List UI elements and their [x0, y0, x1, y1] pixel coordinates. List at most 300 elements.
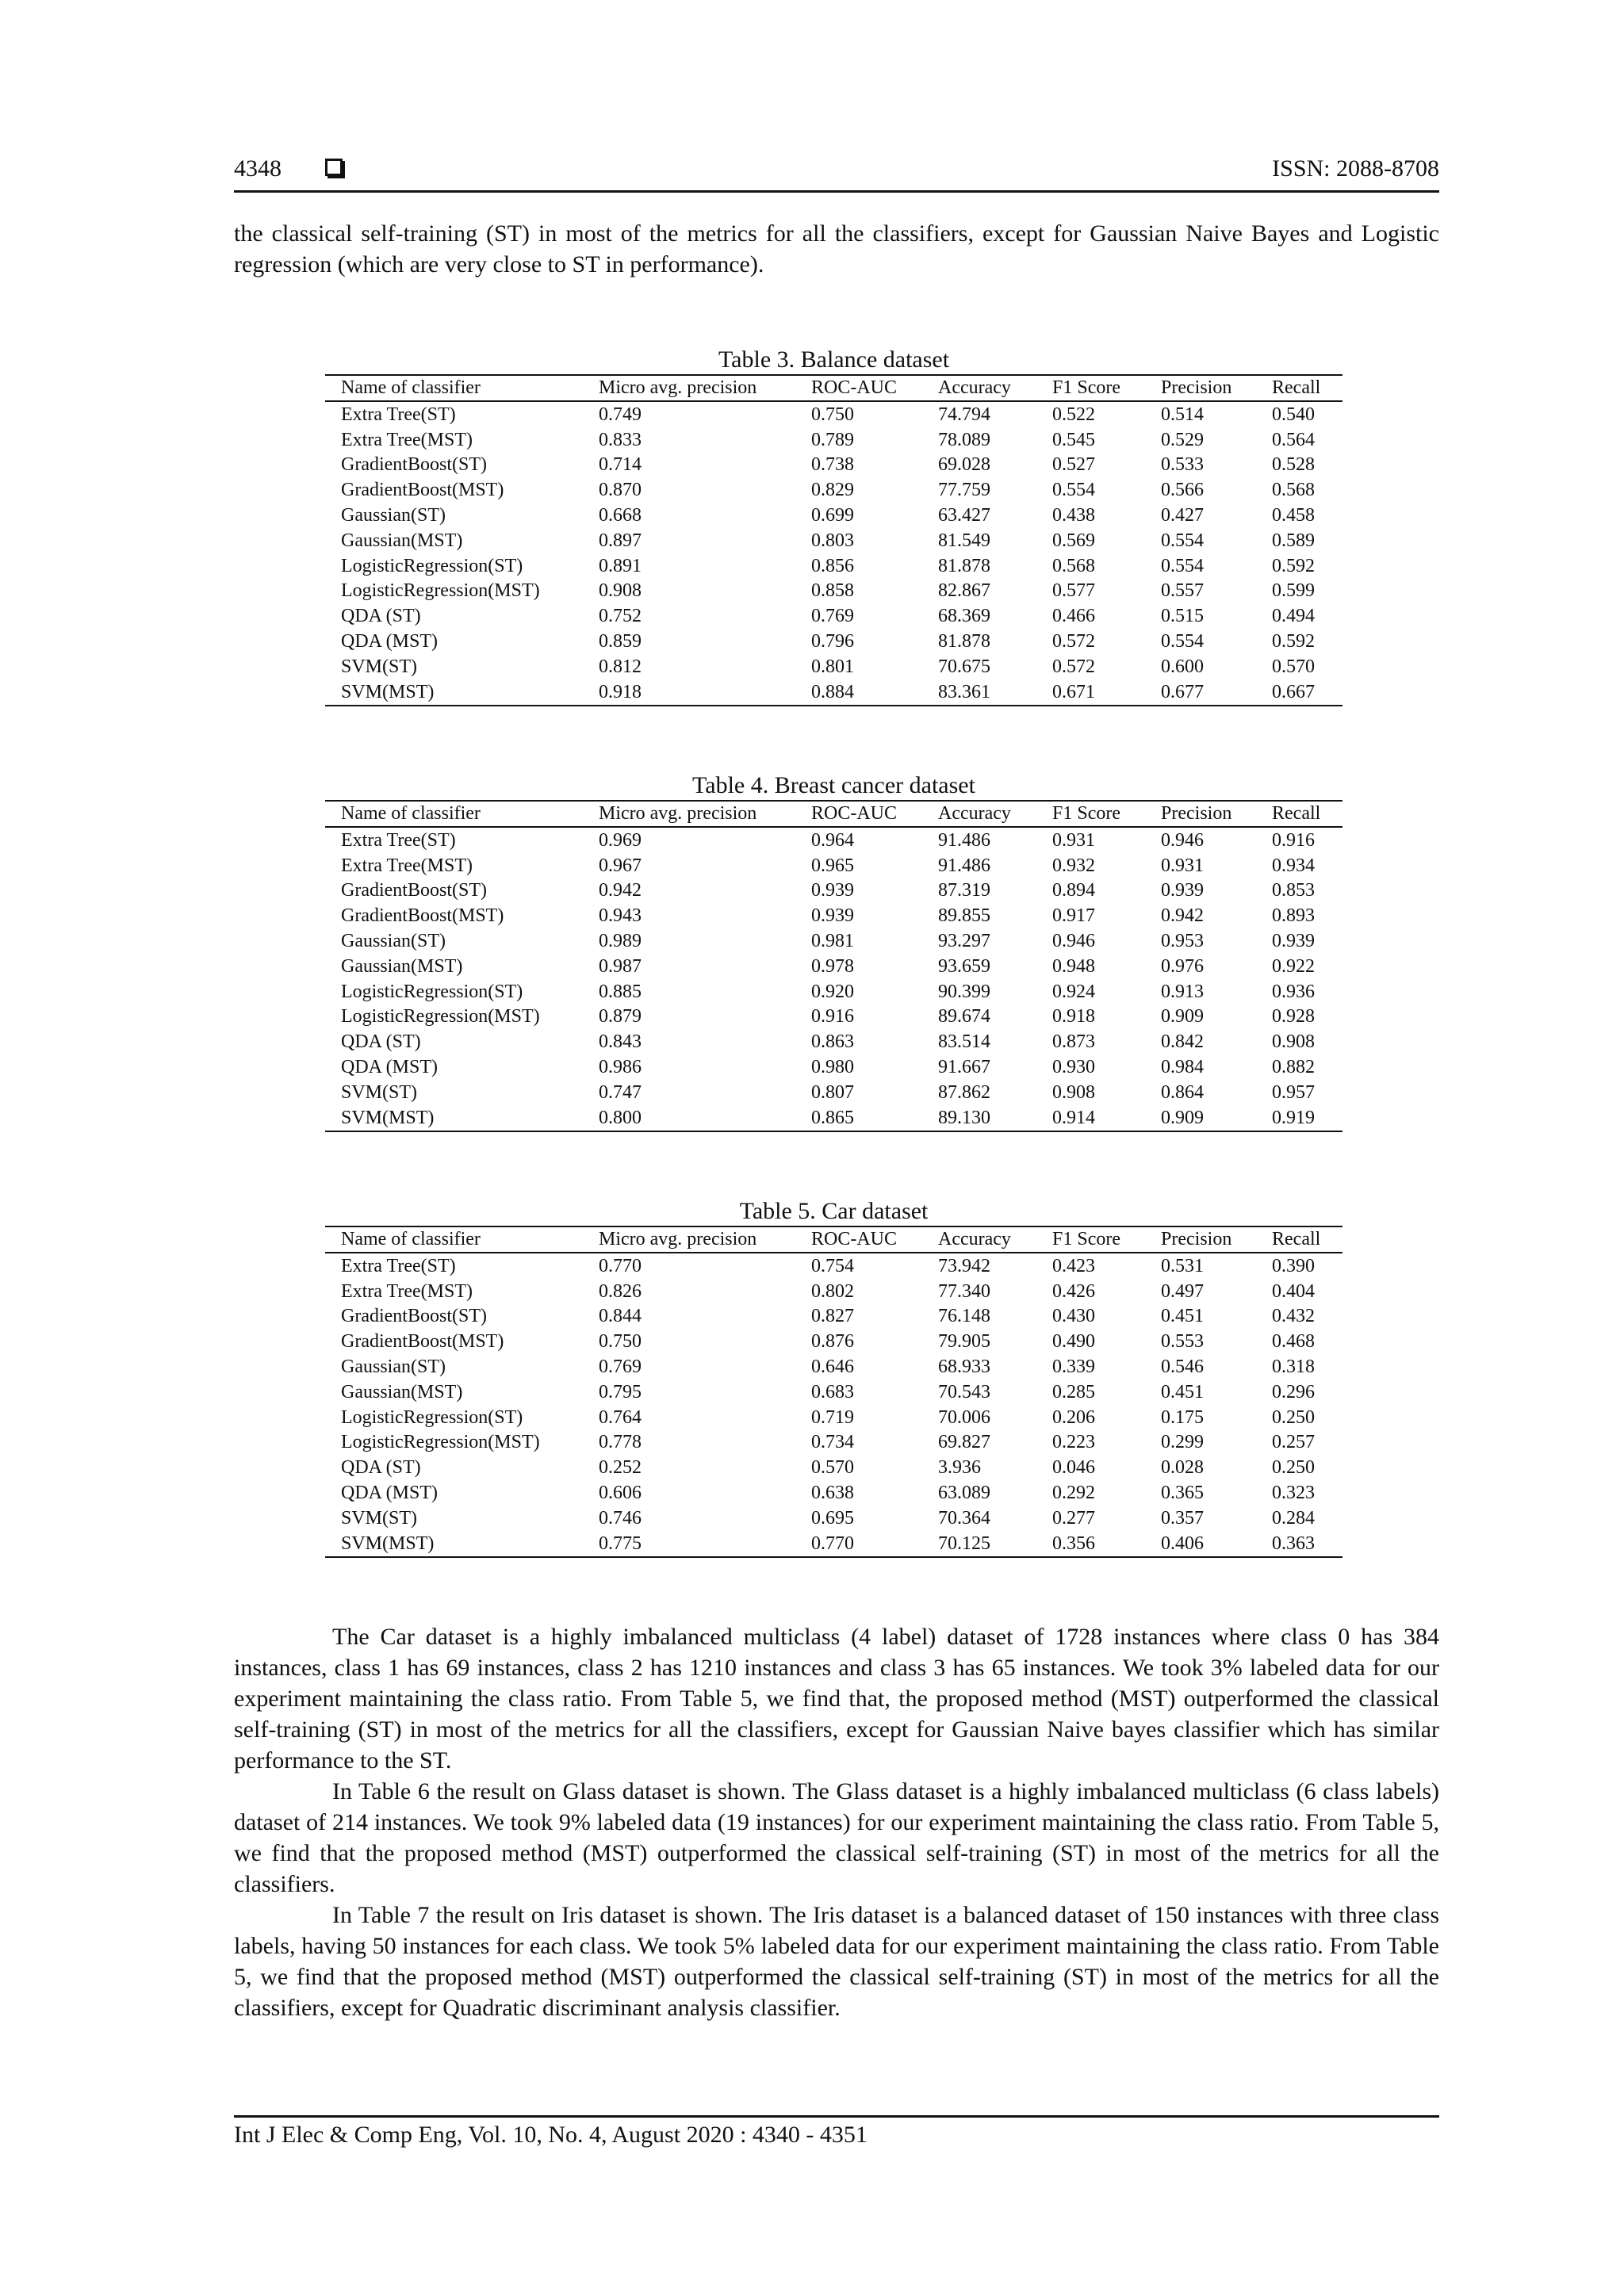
metric-cell: 0.864: [1161, 1081, 1204, 1103]
table-row: [325, 1329, 1342, 1354]
metric-cell: 0.876: [811, 1331, 854, 1353]
metric-cell: 0.908: [599, 580, 642, 602]
metric-cell: 0.750: [811, 404, 854, 425]
metric-cell: 0.695: [811, 1507, 854, 1529]
metric-cell: 0.764: [599, 1406, 642, 1428]
metric-cell: 0.554: [1161, 631, 1204, 652]
metric-cell: 0.028: [1161, 1457, 1204, 1479]
column-header: Recall: [1256, 375, 1342, 401]
metric-cell: 0.976: [1161, 955, 1204, 977]
metric-cell: 0.939: [1272, 931, 1315, 952]
classifier-name-cell: LogisticRegression(ST): [341, 981, 523, 1002]
metric-cell: 0.939: [811, 905, 854, 927]
table-row: [325, 954, 1342, 979]
metric-cell: 74.794: [938, 404, 990, 425]
metric-cell: 0.917: [1052, 905, 1095, 927]
table-row: [325, 1354, 1342, 1380]
classifier-name-cell: GradientBoost(ST): [341, 454, 487, 476]
metric-cell: 0.572: [1052, 631, 1095, 652]
metric-cell: 0.856: [811, 555, 854, 576]
metric-cell: 0.984: [1161, 1057, 1204, 1078]
table-row: [325, 1054, 1342, 1080]
metric-cell: 0.466: [1052, 606, 1095, 627]
metric-cell: 0.564: [1272, 429, 1315, 450]
classifier-name-cell: Extra Tree(ST): [341, 829, 456, 851]
metric-cell: 0.897: [599, 530, 642, 551]
metric-cell: 0.667: [1256, 679, 1342, 706]
metric-cell: 0.494: [1272, 606, 1315, 627]
classifier-name-cell: GradientBoost(MST): [341, 905, 504, 927]
metric-cell: 0.909: [1145, 1105, 1256, 1131]
column-header: ROC-AUC: [795, 1226, 922, 1253]
metric-cell: 0.533: [1161, 454, 1204, 476]
metric-cell: 0.826: [599, 1280, 642, 1302]
metric-cell: 0.427: [1161, 505, 1204, 526]
metric-cell: 0.738: [811, 454, 854, 476]
metric-cell: 0.432: [1272, 1306, 1315, 1327]
metric-cell: 0.566: [1161, 480, 1204, 501]
metric-cell: 89.130: [922, 1105, 1036, 1131]
metric-cell: 0.802: [811, 1280, 854, 1302]
metric-cell: 0.965: [811, 855, 854, 876]
classifier-name-cell: Extra Tree(MST): [341, 855, 473, 876]
table-row: [325, 477, 1342, 503]
column-header: ROC-AUC: [795, 801, 922, 827]
metric-cell: 0.812: [599, 656, 642, 677]
metric-cell: 0.931: [1052, 829, 1095, 851]
classifier-name-cell: GradientBoost(MST): [341, 1331, 504, 1353]
metric-cell: 0.545: [1052, 429, 1095, 450]
metric-cell: 83.514: [938, 1031, 990, 1053]
metric-cell: 0.942: [599, 880, 642, 901]
metric-cell: 0.885: [599, 981, 642, 1002]
header-rule: [234, 190, 1439, 193]
body-paragraph-car: The Car dataset is a highly imbalanced multiclass (4 label) dataset of 1728 instances where class 0 has 384 instances, class 1 has 69 instances, class 2 has 1210 instances and class 3 has 65 instances. We took 3% labeled data for our experiment maintaining the class ratio. From Table 5, we find that, the proposed method (MST) outperformed the classical self-training (ST) in most of the metrics for all the classifiers, except for Gaussian Naive bayes classifier which has similar performance to the ST.: [234, 1624, 1439, 1774]
metric-cell: 0.572: [1052, 656, 1095, 677]
metric-cell: 0.934: [1272, 855, 1315, 876]
metric-cell: 0.277: [1052, 1507, 1095, 1529]
classifier-name-cell: Gaussian(ST): [341, 505, 446, 526]
column-header: F1 Score: [1036, 1226, 1145, 1253]
metric-cell: 0.646: [811, 1357, 854, 1378]
column-header: Precision: [1145, 1226, 1256, 1253]
table-row: [325, 453, 1342, 478]
metric-cell: 0.920: [811, 981, 854, 1002]
table-row: [325, 1029, 1342, 1054]
metric-cell: 0.863: [811, 1031, 854, 1053]
table-row: [325, 1253, 1342, 1279]
metric-cell: 0.908: [1272, 1031, 1315, 1053]
classifier-name-cell: SVM(ST): [341, 656, 418, 677]
table-row: [325, 903, 1342, 928]
metric-cell: 0.589: [1272, 530, 1315, 551]
table-row: [325, 1430, 1342, 1456]
classifier-name-cell: Gaussian(MST): [341, 1381, 463, 1402]
table-header-row: [325, 1226, 1342, 1253]
column-header: Micro avg. precision: [583, 375, 795, 401]
table-row: [325, 679, 1342, 706]
metric-cell: 0.770: [795, 1531, 922, 1557]
metric-cell: 89.674: [938, 1006, 990, 1027]
metric-cell: 0.893: [1272, 905, 1315, 927]
metric-cell: 0.527: [1052, 454, 1095, 476]
table-caption: Table 5. Car dataset: [739, 1198, 929, 1224]
metric-cell: 0.891: [599, 555, 642, 576]
metric-cell: 0.356: [1036, 1531, 1145, 1557]
column-header: Accuracy: [922, 375, 1036, 401]
body-paragraph-glass: In Table 6 the result on Glass dataset is shown. The Glass dataset is a highly imbalanced multiclass (6 class labels) dataset of 214 instances. We took 9% labeled data (19 instances) for our experiment maintaining the class ratio. From Table 5, we find that the proposed method (MST) outperformed the classical self-training (ST) in most of the metrics for all the classifiers.: [234, 1778, 1439, 1897]
metric-cell: 0.554: [1161, 555, 1204, 576]
metric-cell: 0.683: [811, 1381, 854, 1402]
metric-cell: 0.554: [1161, 530, 1204, 551]
classifier-name-cell: SVM(ST): [341, 1507, 418, 1529]
metric-cell: 0.769: [811, 606, 854, 627]
column-header: Name of classifier: [325, 801, 583, 827]
metric-cell: 0.749: [599, 404, 642, 425]
metric-cell: 0.803: [811, 530, 854, 551]
metric-cell: 70.543: [938, 1381, 990, 1402]
metric-cell: 0.390: [1272, 1255, 1315, 1276]
metric-cell: 0.299: [1161, 1432, 1204, 1453]
metric-cell: 0.924: [1052, 981, 1095, 1002]
classifier-name-cell: Gaussian(ST): [341, 931, 446, 952]
metric-cell: 0.800: [583, 1105, 795, 1131]
table-row: [325, 503, 1342, 528]
column-header: Accuracy: [922, 801, 1036, 827]
metric-cell: 0.638: [811, 1483, 854, 1504]
metric-cell: 0.844: [599, 1306, 642, 1327]
column-header: ROC-AUC: [795, 375, 922, 401]
metric-cell: 0.842: [1161, 1031, 1204, 1053]
metric-cell: 0.796: [811, 631, 854, 652]
metric-cell: 0.769: [599, 1357, 642, 1378]
metric-cell: 69.028: [938, 454, 990, 476]
metric-cell: 0.789: [811, 429, 854, 450]
metric-cell: 0.046: [1052, 1457, 1095, 1479]
metric-cell: 0.175: [1161, 1406, 1204, 1428]
table-row: [325, 979, 1342, 1004]
metric-cell: 76.148: [938, 1306, 990, 1327]
classifier-name-cell: LogisticRegression(ST): [341, 1406, 523, 1428]
metric-cell: 0.858: [811, 580, 854, 602]
metric-cell: 0.870: [599, 480, 642, 501]
classifier-name-cell: LogisticRegression(MST): [341, 1006, 540, 1027]
metric-cell: 0.357: [1161, 1507, 1204, 1529]
metric-cell: 0.406: [1145, 1531, 1256, 1557]
table-row: [325, 1080, 1342, 1105]
metric-cell: 0.754: [811, 1255, 854, 1276]
metric-cell: 0.943: [599, 905, 642, 927]
metric-cell: 0.946: [1161, 829, 1204, 851]
metric-cell: 0.801: [811, 656, 854, 677]
metric-cell: 0.928: [1272, 1006, 1315, 1027]
metric-cell: 0.206: [1052, 1406, 1095, 1428]
metric-cell: 82.867: [938, 580, 990, 602]
metric-cell: 0.296: [1272, 1381, 1315, 1402]
metric-cell: 69.827: [938, 1432, 990, 1453]
metric-cell: 0.497: [1161, 1280, 1204, 1302]
metric-cell: 0.570: [811, 1457, 854, 1479]
metric-cell: 0.946: [1052, 931, 1095, 952]
metric-cell: 0.746: [599, 1507, 642, 1529]
metric-cell: 0.285: [1052, 1381, 1095, 1402]
metric-cell: 0.989: [599, 931, 642, 952]
metric-cell: 0.916: [811, 1006, 854, 1027]
classifier-name-cell: SVM(MST): [325, 679, 583, 706]
metric-cell: 70.125: [922, 1531, 1036, 1557]
metric-cell: 0.438: [1052, 505, 1095, 526]
metric-cell: 0.936: [1272, 981, 1315, 1002]
column-header: Name of classifier: [325, 375, 583, 401]
table-row: [325, 1279, 1342, 1304]
results-table: [325, 1226, 1342, 1558]
results-table: [325, 374, 1342, 706]
metric-cell: 0.528: [1272, 454, 1315, 476]
metric-cell: 0.557: [1161, 580, 1204, 602]
column-header: Accuracy: [922, 1226, 1036, 1253]
page-header: [234, 155, 1439, 190]
metric-cell: 0.981: [811, 931, 854, 952]
table-row: [325, 1304, 1342, 1330]
classifier-name-cell: Extra Tree(ST): [341, 404, 456, 425]
classifier-name-cell: QDA (ST): [341, 606, 421, 627]
metric-cell: 0.522: [1052, 404, 1095, 425]
column-header: Name of classifier: [325, 1226, 583, 1253]
table-row: [325, 853, 1342, 878]
metric-cell: 0.843: [599, 1031, 642, 1053]
metric-cell: 0.257: [1272, 1432, 1315, 1453]
metric-cell: 0.699: [811, 505, 854, 526]
metric-cell: 0.913: [1161, 981, 1204, 1002]
metric-cell: 0.939: [1161, 880, 1204, 901]
column-header: Micro avg. precision: [583, 1226, 795, 1253]
metric-cell: 0.490: [1052, 1331, 1095, 1353]
metric-cell: 0.879: [599, 1006, 642, 1027]
metric-cell: 0.807: [811, 1081, 854, 1103]
metric-cell: 0.592: [1272, 631, 1315, 652]
table-row: [325, 629, 1342, 654]
table-row: [325, 1531, 1342, 1557]
metric-cell: 0.568: [1052, 555, 1095, 576]
metric-cell: 70.006: [938, 1406, 990, 1428]
classifier-name-cell: GradientBoost(MST): [341, 480, 504, 501]
metric-cell: 0.964: [811, 829, 854, 851]
table-4: [325, 771, 1342, 1132]
table-row: [325, 654, 1342, 679]
classifier-name-cell: QDA (MST): [341, 1057, 439, 1078]
metric-cell: 0.515: [1161, 606, 1204, 627]
metric-cell: 0.967: [599, 855, 642, 876]
table-row: [325, 1004, 1342, 1030]
metric-cell: 0.969: [599, 829, 642, 851]
metric-cell: 93.659: [938, 955, 990, 977]
metric-cell: 0.919: [1256, 1105, 1342, 1131]
classifier-name-cell: QDA (ST): [341, 1031, 421, 1053]
metric-cell: 0.930: [1052, 1057, 1095, 1078]
metric-cell: 0.284: [1272, 1507, 1315, 1529]
metric-cell: 0.775: [583, 1531, 795, 1557]
metric-cell: 0.939: [811, 880, 854, 901]
metric-cell: 0.600: [1161, 656, 1204, 677]
table-row: [325, 401, 1342, 427]
metric-cell: 77.340: [938, 1280, 990, 1302]
results-table: [325, 800, 1342, 1132]
metric-cell: 83.361: [922, 679, 1036, 706]
table-row: [325, 1480, 1342, 1506]
metric-cell: 0.606: [599, 1483, 642, 1504]
metric-cell: 0.423: [1052, 1255, 1095, 1276]
metric-cell: 0.569: [1052, 530, 1095, 551]
column-header: Recall: [1256, 1226, 1342, 1253]
metric-cell: 91.486: [938, 829, 990, 851]
table-caption: Table 3. Balance dataset: [718, 346, 950, 373]
table-3: [325, 346, 1342, 706]
metric-cell: 0.714: [599, 454, 642, 476]
table-row: [325, 928, 1342, 954]
metric-cell: 0.599: [1272, 580, 1315, 602]
metric-cell: 70.675: [938, 656, 990, 677]
footer-rule: [234, 2115, 1439, 2118]
metric-cell: 0.540: [1272, 404, 1315, 425]
metric-cell: 0.458: [1272, 505, 1315, 526]
classifier-name-cell: Gaussian(MST): [341, 955, 463, 977]
metric-cell: 0.882: [1272, 1057, 1315, 1078]
metric-cell: 63.089: [938, 1483, 990, 1504]
classifier-name-cell: LogisticRegression(MST): [341, 1432, 540, 1453]
classifier-name-cell: Extra Tree(ST): [341, 1255, 456, 1276]
metric-cell: 0.909: [1161, 1006, 1204, 1027]
metric-cell: 0.514: [1161, 404, 1204, 425]
intro-paragraph: the classical self-training (ST) in most of the metrics for all the classifiers, except for Gaussian Naive Bayes and Logistic regression (which are very close to ST in performance).: [234, 220, 1439, 277]
issn-label: ISSN: 2088-8708: [1272, 155, 1439, 182]
metric-cell: 0.873: [1052, 1031, 1095, 1053]
metric-cell: 0.468: [1272, 1331, 1315, 1353]
metric-cell: 0.914: [1036, 1105, 1145, 1131]
page-number: 4348: [234, 155, 282, 182]
metric-cell: 0.223: [1052, 1432, 1095, 1453]
table-row: [325, 878, 1342, 904]
metric-cell: 89.855: [938, 905, 990, 927]
metric-cell: 0.323: [1272, 1483, 1315, 1504]
metric-cell: 0.252: [599, 1457, 642, 1479]
metric-cell: 0.430: [1052, 1306, 1095, 1327]
metric-cell: 81.878: [938, 555, 990, 576]
metric-cell: 0.553: [1161, 1331, 1204, 1353]
metric-cell: 0.953: [1161, 931, 1204, 952]
column-header: Precision: [1145, 375, 1256, 401]
metric-cell: 68.369: [938, 606, 990, 627]
metric-cell: 0.916: [1272, 829, 1315, 851]
metric-cell: 0.978: [811, 955, 854, 977]
metric-cell: 3.936: [938, 1457, 981, 1479]
metric-cell: 0.668: [599, 505, 642, 526]
classifier-name-cell: Extra Tree(MST): [341, 1280, 473, 1302]
metric-cell: 0.451: [1161, 1306, 1204, 1327]
column-header: F1 Score: [1036, 801, 1145, 827]
table-row: [325, 427, 1342, 453]
metric-cell: 0.942: [1161, 905, 1204, 927]
classifier-name-cell: GradientBoost(ST): [341, 880, 487, 901]
metric-cell: 0.770: [599, 1255, 642, 1276]
metric-cell: 0.671: [1036, 679, 1145, 706]
metric-cell: 0.292: [1052, 1483, 1095, 1504]
table-row: [325, 1105, 1342, 1131]
metric-cell: 0.884: [795, 679, 922, 706]
metric-cell: 0.546: [1161, 1357, 1204, 1378]
metric-cell: 0.778: [599, 1432, 642, 1453]
metric-cell: 0.426: [1052, 1280, 1095, 1302]
classifier-name-cell: Gaussian(MST): [341, 530, 463, 551]
body-paragraph-iris: In Table 7 the result on Iris dataset is shown. The Iris dataset is a balanced dataset of 150 instances with three class labels, having 50 instances for each class. We took 5% labeled data for our experiment maintaining the class ratio. From Table 5, we find that the proposed method (MST) outperformed the classical self-training (ST) in most of the metrics for all the classifiers, except for Quadratic discriminant analysis classifier.: [234, 1902, 1439, 2021]
metric-cell: 0.932: [1052, 855, 1095, 876]
metric-cell: 0.894: [1052, 880, 1095, 901]
metric-cell: 0.986: [599, 1057, 642, 1078]
table-caption: Table 4. Breast cancer dataset: [692, 772, 975, 798]
metric-cell: 0.853: [1272, 880, 1315, 901]
metric-cell: 0.827: [811, 1306, 854, 1327]
classifier-name-cell: LogisticRegression(MST): [341, 580, 540, 602]
metric-cell: 0.980: [811, 1057, 854, 1078]
metric-cell: 0.829: [811, 480, 854, 501]
metric-cell: 0.568: [1272, 480, 1315, 501]
metric-cell: 0.250: [1272, 1457, 1315, 1479]
metric-cell: 0.451: [1161, 1381, 1204, 1402]
metric-cell: 78.089: [938, 429, 990, 450]
metric-cell: 0.865: [795, 1105, 922, 1131]
table-header-row: [325, 375, 1342, 401]
classifier-name-cell: QDA (MST): [341, 1483, 439, 1504]
table-5: [325, 1197, 1342, 1558]
column-header: Precision: [1145, 801, 1256, 827]
metric-cell: 0.795: [599, 1381, 642, 1402]
metric-cell: 0.529: [1161, 429, 1204, 450]
metric-cell: 0.318: [1272, 1357, 1315, 1378]
metric-cell: 0.404: [1272, 1280, 1315, 1302]
metric-cell: 0.734: [811, 1432, 854, 1453]
metric-cell: 63.427: [938, 505, 990, 526]
column-header: Micro avg. precision: [583, 801, 795, 827]
metric-cell: 79.905: [938, 1331, 990, 1353]
metric-cell: 0.570: [1272, 656, 1315, 677]
classifier-name-cell: Gaussian(ST): [341, 1357, 446, 1378]
metric-cell: 0.918: [1052, 1006, 1095, 1027]
column-header: F1 Score: [1036, 375, 1145, 401]
metric-cell: 90.399: [938, 981, 990, 1002]
metric-cell: 0.987: [599, 955, 642, 977]
classifier-name-cell: SVM(ST): [341, 1081, 418, 1103]
table-row: [325, 1380, 1342, 1405]
metric-cell: 73.942: [938, 1255, 990, 1276]
classifier-name-cell: QDA (MST): [341, 631, 439, 652]
metric-cell: 0.859: [599, 631, 642, 652]
metric-cell: 81.878: [938, 631, 990, 652]
metric-cell: 0.363: [1256, 1531, 1342, 1557]
classifier-name-cell: Extra Tree(MST): [341, 429, 473, 450]
metric-cell: 77.759: [938, 480, 990, 501]
table-row: [325, 553, 1342, 579]
metric-cell: 81.549: [938, 530, 990, 551]
table-header-row: [325, 801, 1342, 827]
table-row: [325, 1506, 1342, 1531]
metric-cell: 87.319: [938, 880, 990, 901]
metric-cell: 0.931: [1161, 855, 1204, 876]
metric-cell: 0.339: [1052, 1357, 1095, 1378]
metric-cell: 0.719: [811, 1406, 854, 1428]
metric-cell: 0.752: [599, 606, 642, 627]
table-row: [325, 1455, 1342, 1480]
metric-cell: 0.531: [1161, 1255, 1204, 1276]
metric-cell: 91.486: [938, 855, 990, 876]
